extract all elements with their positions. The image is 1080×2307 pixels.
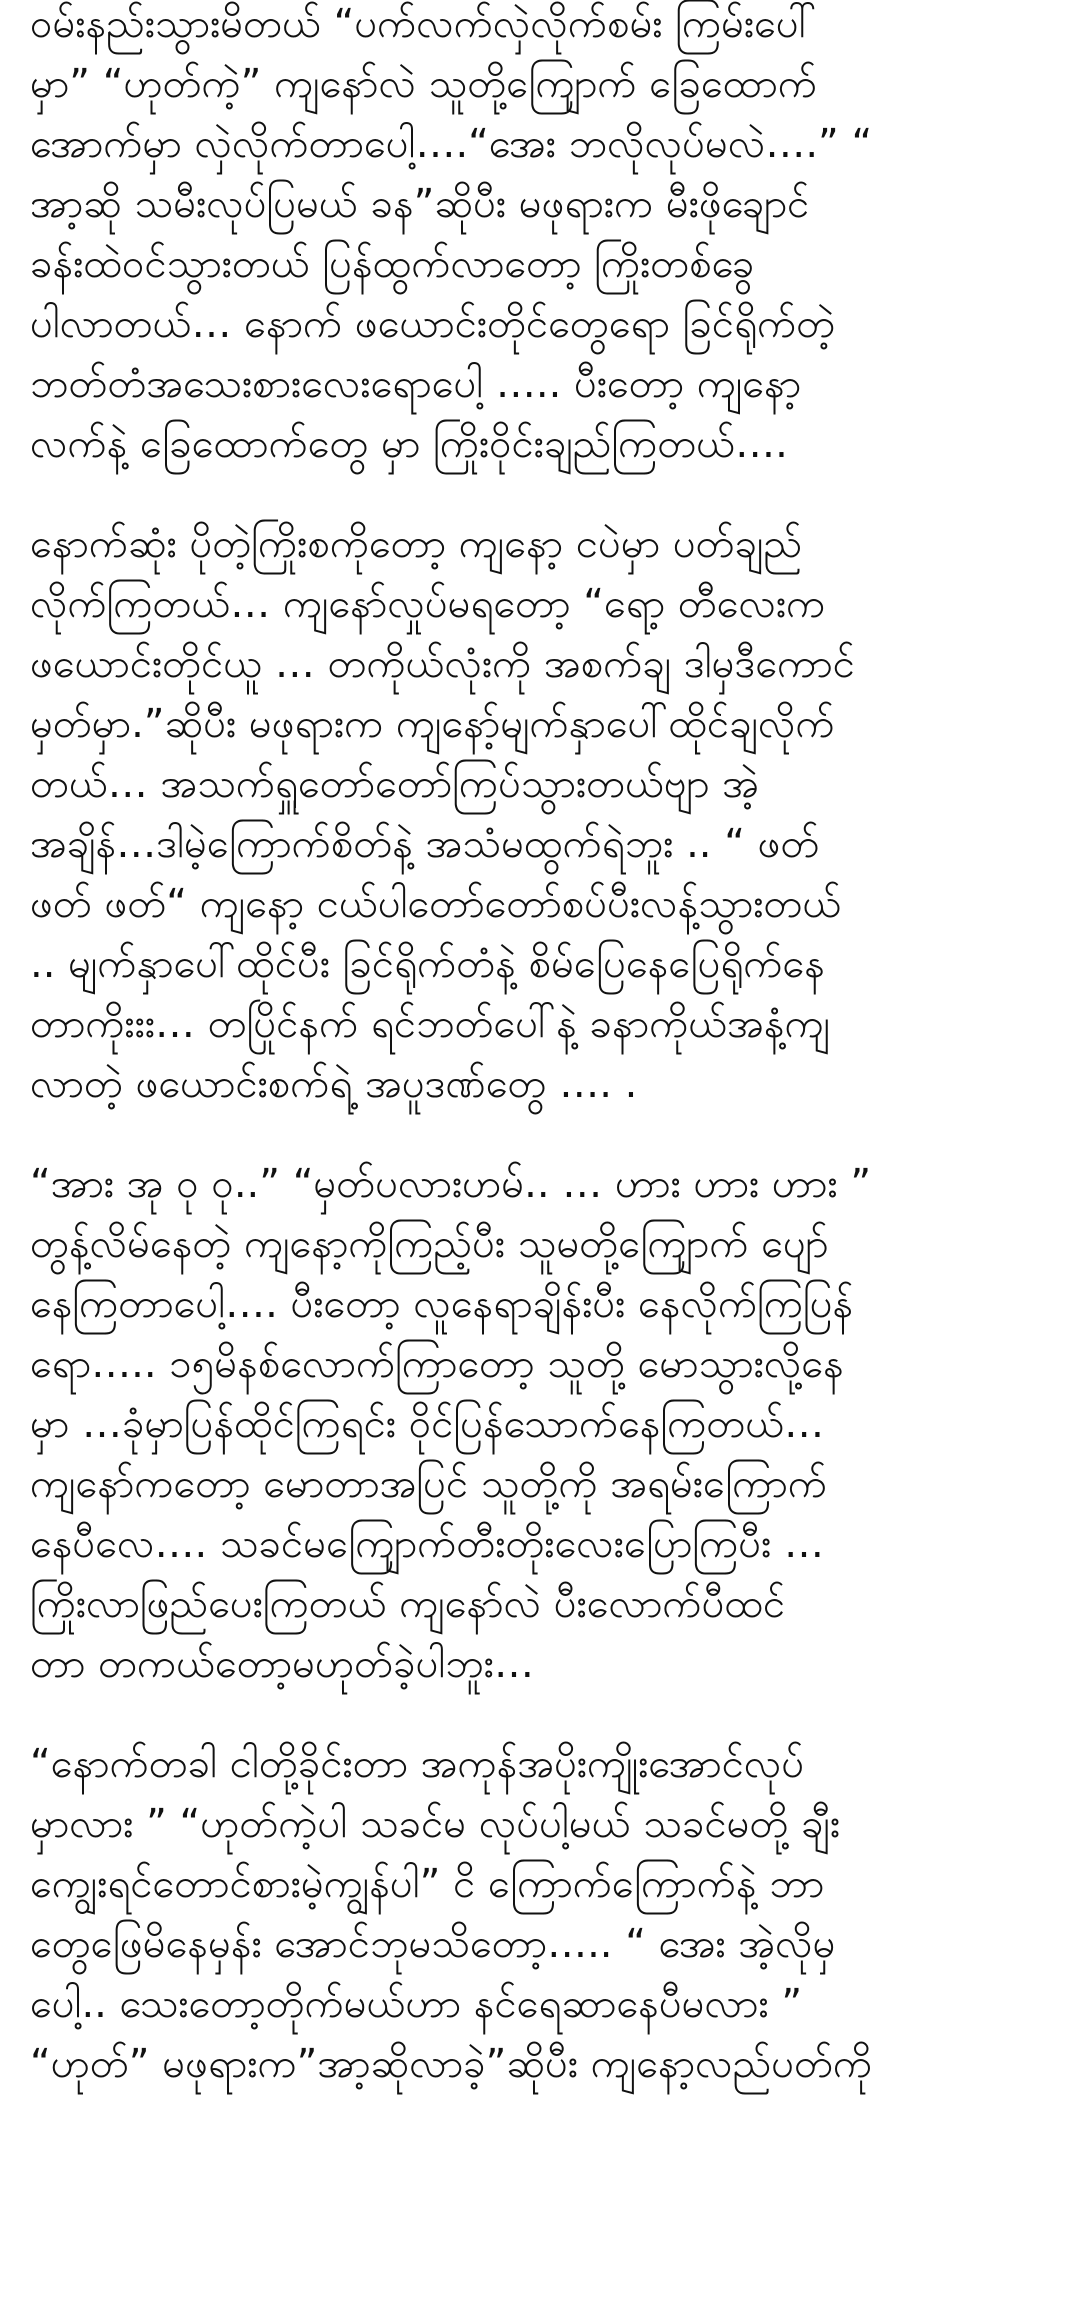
paragraph-2 [30,514,1060,1114]
paragraph-4 [30,1734,1060,2094]
story-text [30,0,1060,2134]
text-line: နေကြတာပေါ့…. ပီးတော့ လူနေရာချိန်းပီး နေလိုက်ကြပြန် [30,1281,854,1327]
text-line: “ဟုတ်” မဖုရားက”အာ့ဆိုလာခဲ့”ဆိုပီး ကျနော့လည်ပတ်ကို [30,2041,873,2087]
text-line: နောက်ဆုံး ပိုတဲ့ကြိုးစကိုတော့ ကျနော့ ငပဲမှာ ပတ်ချည် [30,521,803,567]
text-line: တွန့်လိမ်နေတဲ့ ကျနော့ကိုကြည့်ပီး သူမတို့ကျြောက် ပျော် [30,1221,829,1267]
text-line: ဖတ် ဖတ်“ ကျနော့ ငယ်ပါတော်တော်စပ်ပီးလန့်သွားတယ် [30,881,842,927]
text-line: တွေဖြေမိနေမှန်း အောင်ဘုမသိတော့….. “ အေး အဲ့လိုမှ [30,1921,836,1967]
text-line: အောက်မှာ လှဲလိုက်တာပေါ့….“အေး ဘလိုလုပ်မလဲ….” “ [30,121,873,167]
text-line: မှာ” “ဟုတ်ကဲ့” ကျနော်လဲ သူတို့ကျြောက် ခြေထောက် [30,61,817,107]
text-line: ဘတ်တံအသေးစားလေးရောပေါ့ ….. ပီးတော့ ကျနော့ [30,361,802,407]
text-line: တာကိုးးး… တပြိုင်နက် ရင်ဘတ်ပေါ်နဲ့ ခနာကိုယ်အနံ့ကျ [30,1001,831,1047]
text-line: ဝမ်းနည်းသွားမိတယ် “ပက်လက်လှဲလိုက်စမ်း ကြမ်းပေါ် [30,1,817,47]
text-line: “အား အု ဝု ဝု..” “မှတ်ပလားဟမ်.. … ဟား ဟား ဟား ” [30,1161,872,1207]
text-line: တာ တကယ်တော့မဟုတ်ခဲ့ပါဘူး… [30,1641,534,1687]
text-line: ပေါ့.. သေးတော့တိုက်မယ်ဟာ နင်ရေဆာနေပီမလား ” [30,1981,803,2027]
text-line: နေပီလေ…. သခင်မကျြောက်တီးတိုးလေးပြောကြပီး … [30,1521,824,1567]
text-line: ခန်းထဲဝင်သွားတယ် ပြန်ထွက်လာတော့ ကြိုးတစ်ခွေ [30,241,755,287]
text-line: ပါလာတယ်… နောက် ဖယောင်းတိုင်တွေရော ခြင်ရိုက်တဲ့ [30,301,836,347]
text-line: ဖယောင်းတိုင်ယူ … တကိုယ်လုံးကို အစက်ချ ဒါမှဒီကောင် [30,641,855,687]
text-line: မှာ …ခုံမှာပြန်ထိုင်ကြရင်း ဝိုင်ပြန်သောက်နေကြတယ်… [30,1401,825,1447]
text-line: လာတဲ့ ဖယောင်းစက်ရဲ့ အပူဒဏ်တွေ …. . [30,1061,638,1107]
text-line: ကျွေးရင်တောင်စားမဲ့ကျွန်ပါ” ငိ ကြောက်ကြောက်နဲ့ ဘာ [30,1861,825,1907]
text-line: မှတ်မှာ.”ဆိုပီး မဖုရားက ကျနော့်မျက်နှာပေါ်ထိုင်ချလိုက် [30,701,835,747]
text-line: ရော….. ၁၅မိနစ်လောက်ကြာတော့ သူတို့ မောသွားလို့နေ [30,1341,844,1387]
text-line: အာ့ဆို သမီးလုပ်ပြမယ် ခန”ဆိုပီး မဖုရားက မီးဖိုချောင် [30,181,810,227]
paragraph-1 [30,0,1060,474]
text-line: .. မျက်နှာပေါ်ထိုင်ပီး ခြင်ရိုက်တံနဲ့ စိမ်ပြေနေပြေရိုက်နေ [30,941,825,987]
text-line: အချိန်…ဒါမဲ့ကြောက်စိတ်နဲ့ အသံမထွက်ရဲဘူး .. “ ဖတ် [30,821,820,867]
text-line: တယ်… အသက်ရှူတော်တော်ကြပ်သွားတယ်ဗျာ အဲ့ [30,761,759,807]
text-line: ကြိုးလာဖြည်ပေးကြတယ် ကျနော်လဲ ပီးလောက်ပီထင် [30,1581,786,1627]
text-line: မှာလား ” “ဟုတ်ကဲ့ပါ သခင်မ လုပ်ပါ့မယ် သခင်မတို့ ချီး [30,1801,841,1847]
text-line: လိုက်ကြတယ်… ကျနော်လှုပ်မရတော့ “ရော့ တီလေးက [30,581,826,627]
text-line: “နောက်တခါ ငါတို့ခိုင်းတာ အကုန်အပိုးကျိုးအောင်လုပ် [30,1741,805,1787]
paragraph-3 [30,1154,1060,1694]
text-line: လက်နဲ့ ခြေထောက်တွေ မှာ ကြိုးဝိုင်းချည်ကြတယ်…. [30,421,788,467]
text-line: ကျနော်ကတော့ မောတာအပြင် သူတို့ကို အရမ်းကြောက် [30,1461,827,1507]
